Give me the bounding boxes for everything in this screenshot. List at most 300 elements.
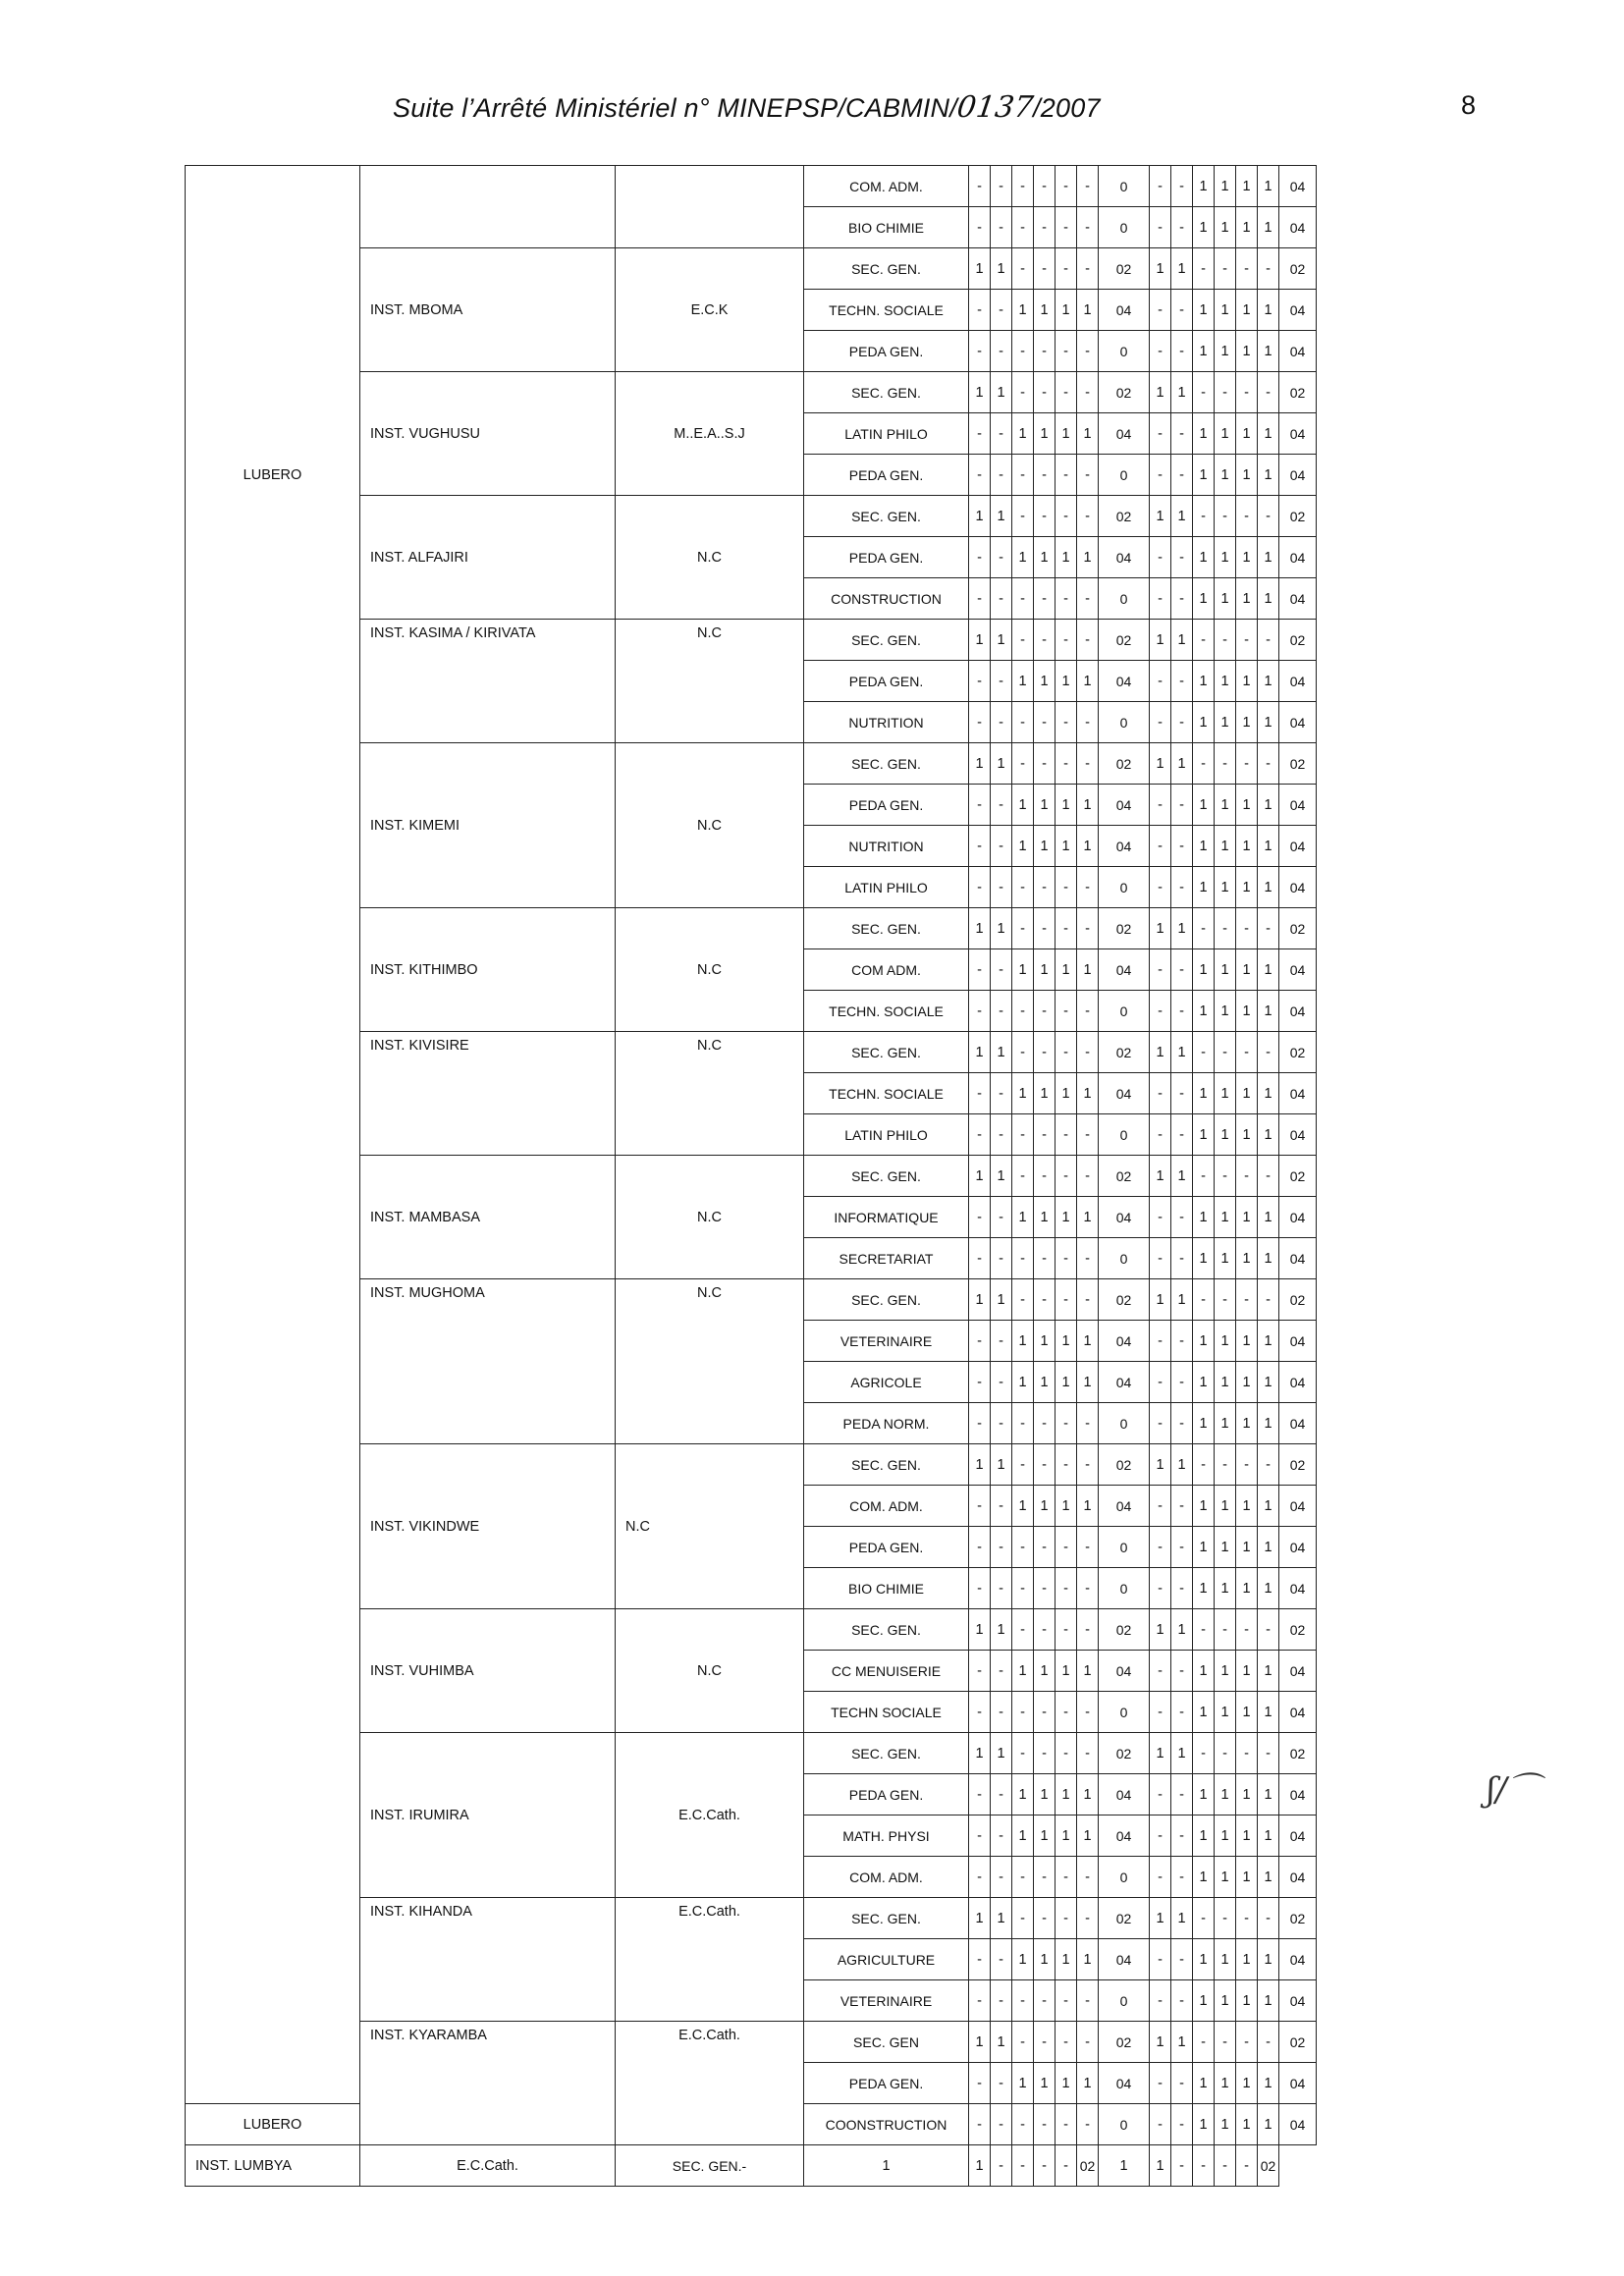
class-count-cell: 1 (804, 2145, 969, 2187)
class-count-cell: - (1012, 908, 1034, 949)
total-cell: 0 (1099, 702, 1150, 743)
class-count-cell: - (1258, 1032, 1279, 1073)
class-count-cell: 1 (1215, 949, 1236, 991)
class-count-cell: 1 (991, 372, 1012, 413)
class-count-cell: - (1012, 2145, 1034, 2187)
total-cell: 0 (1099, 1857, 1150, 1898)
class-count-cell: - (1012, 1032, 1034, 1073)
total-cell: 02 (1099, 496, 1150, 537)
section-cell: TECHN. SOCIALE (804, 290, 969, 331)
class-count-cell: 1 (1034, 1486, 1056, 1527)
school-name-cell: INST. MBOMA (360, 248, 616, 372)
class-count-cell: - (1193, 1733, 1215, 1774)
total-cell: 02 (1279, 2022, 1317, 2063)
section-cell: COM ADM. (804, 949, 969, 991)
total-cell: 04 (1099, 1815, 1150, 1857)
class-count-cell: - (1258, 620, 1279, 661)
class-count-cell: - (1077, 331, 1099, 372)
class-count-cell: 1 (1258, 867, 1279, 908)
class-count-cell: - (969, 331, 991, 372)
total-cell: 04 (1099, 1774, 1150, 1815)
class-count-cell: 1 (1077, 1362, 1099, 1403)
class-count-cell: 1 (1193, 1651, 1215, 1692)
class-count-cell: - (1012, 1156, 1034, 1197)
section-cell: SEC. GEN. (804, 620, 969, 661)
class-count-cell: 1 (1012, 1774, 1034, 1815)
class-count-cell: - (1056, 1032, 1077, 1073)
total-cell: 0 (1099, 455, 1150, 496)
class-count-cell: 1 (1012, 2063, 1034, 2104)
class-count-cell: 1 (1215, 991, 1236, 1032)
class-count-cell: 1 (1077, 537, 1099, 578)
class-count-cell: - (1077, 1279, 1099, 1321)
class-count-cell: 1 (1258, 578, 1279, 620)
class-count-cell: 1 (1215, 1114, 1236, 1156)
class-count-cell: 1 (1012, 1362, 1034, 1403)
class-count-cell: - (991, 1568, 1012, 1609)
class-count-cell: - (1150, 207, 1171, 248)
school-name-cell: INST. VIKINDWE (360, 1444, 616, 1609)
class-count-cell: 1 (991, 496, 1012, 537)
total-cell: 04 (1279, 1939, 1317, 1980)
section-cell: INFORMATIQUE (804, 1197, 969, 1238)
section-cell: CONSTRUCTION (804, 578, 969, 620)
class-count-cell: 1 (1150, 1444, 1171, 1486)
class-count-cell: 1 (1258, 1238, 1279, 1279)
class-count-cell: - (1171, 290, 1193, 331)
class-count-cell: 1 (991, 1156, 1012, 1197)
class-count-cell: 1 (1258, 1527, 1279, 1568)
total-cell: 0 (1099, 1238, 1150, 1279)
class-count-cell: 1 (969, 1609, 991, 1651)
total-cell: 02 (1279, 908, 1317, 949)
page-header (0, 90, 1624, 139)
class-count-cell: 1 (1056, 785, 1077, 826)
class-count-cell: 1 (1215, 1073, 1236, 1114)
class-count-cell: - (1077, 248, 1099, 290)
class-count-cell: - (1077, 1733, 1099, 1774)
total-cell: 02 (1099, 1156, 1150, 1197)
class-count-cell: - (1056, 1279, 1077, 1321)
class-count-cell: - (1012, 1898, 1034, 1939)
class-count-cell: - (991, 537, 1012, 578)
class-count-cell: 1 (1258, 455, 1279, 496)
class-count-cell: - (1171, 785, 1193, 826)
class-count-cell: - (969, 2063, 991, 2104)
total-cell: 02 (1099, 1279, 1150, 1321)
class-count-cell: - (1150, 2063, 1171, 2104)
class-count-cell: 1 (1236, 1980, 1258, 2022)
class-count-cell: 1 (1193, 207, 1215, 248)
class-count-cell: - (1215, 1156, 1236, 1197)
school-name-cell: INST. KIVISIRE (360, 1032, 616, 1156)
class-count-cell: - (1236, 2145, 1258, 2187)
class-count-cell: 1 (1236, 1774, 1258, 1815)
class-count-cell: - (1150, 1403, 1171, 1444)
class-count-cell: - (969, 207, 991, 248)
class-count-cell: - (969, 1651, 991, 1692)
class-count-cell: 1 (1236, 1815, 1258, 1857)
class-count-cell: - (1034, 1114, 1056, 1156)
class-count-cell: - (1056, 620, 1077, 661)
class-count-cell: 1 (1193, 1197, 1215, 1238)
school-regime-cell: E.C.K (616, 248, 804, 372)
class-count-cell: - (1012, 331, 1034, 372)
class-count-cell: 1 (1215, 1197, 1236, 1238)
class-count-cell: 1 (1258, 1651, 1279, 1692)
class-count-cell: 1 (1034, 290, 1056, 331)
class-count-cell: 1 (1012, 290, 1034, 331)
class-count-cell: - (1193, 2145, 1215, 2187)
class-count-cell: 1 (1034, 949, 1056, 991)
class-count-cell: - (1034, 1279, 1056, 1321)
class-count-cell: - (1150, 578, 1171, 620)
class-count-cell: - (1150, 1527, 1171, 1568)
class-count-cell: - (1215, 1444, 1236, 1486)
total-cell: 02 (1279, 1032, 1317, 1073)
class-count-cell: 1 (1056, 1651, 1077, 1692)
class-count-cell: 1 (1034, 1073, 1056, 1114)
class-count-cell: 1 (1193, 1362, 1215, 1403)
total-cell: 04 (1279, 991, 1317, 1032)
class-count-cell: 1 (1193, 2063, 1215, 2104)
section-cell: PEDA GEN. (804, 537, 969, 578)
school-regime-cell: E.C.Cath. (616, 2022, 804, 2145)
total-cell: 02 (1279, 1279, 1317, 1321)
total-cell: 0 (1099, 2104, 1150, 2145)
class-count-cell: - (1215, 620, 1236, 661)
class-count-cell: - (1056, 702, 1077, 743)
school-regime-cell: N.C (616, 1279, 804, 1444)
class-count-cell: 1 (1056, 1321, 1077, 1362)
class-count-cell: 1 (1236, 1073, 1258, 1114)
class-count-cell: - (1056, 908, 1077, 949)
class-count-cell: - (1193, 1156, 1215, 1197)
class-count-cell: 1 (1056, 290, 1077, 331)
class-count-cell: 1 (1215, 290, 1236, 331)
location-cell: LUBERO (186, 2104, 360, 2145)
class-count-cell: 1 (1258, 1403, 1279, 1444)
class-count-cell: - (1034, 331, 1056, 372)
class-count-cell: 1 (1258, 1980, 1279, 2022)
class-count-cell: 1 (1056, 826, 1077, 867)
class-count-cell: 1 (1171, 1609, 1193, 1651)
class-count-cell: 1 (969, 372, 991, 413)
class-count-cell: - (1193, 248, 1215, 290)
class-count-cell: 1 (1034, 2063, 1056, 2104)
class-count-cell: 1 (1258, 413, 1279, 455)
class-count-cell: 1 (1034, 1815, 1056, 1857)
table-body (186, 166, 1317, 2187)
class-count-cell: - (1034, 207, 1056, 248)
class-count-cell: - (1077, 1156, 1099, 1197)
class-count-cell: 1 (1215, 1815, 1236, 1857)
total-cell: 04 (1279, 1362, 1317, 1403)
class-count-cell: - (1012, 166, 1034, 207)
class-count-cell: - (1056, 1857, 1077, 1898)
class-count-cell: 1 (991, 1733, 1012, 1774)
class-count-cell: 1 (1193, 290, 1215, 331)
total-cell: 04 (1099, 290, 1150, 331)
class-count-cell: 1 (1077, 949, 1099, 991)
class-count-cell: 1 (1193, 826, 1215, 867)
page-number: 8 (1461, 90, 1477, 120)
class-count-cell: 1 (1236, 578, 1258, 620)
class-count-cell: - (1034, 1609, 1056, 1651)
class-count-cell: - (1171, 1362, 1193, 1403)
class-count-cell: 1 (991, 248, 1012, 290)
class-count-cell: - (1034, 496, 1056, 537)
class-count-cell: 1 (969, 1733, 991, 1774)
total-cell: 04 (1099, 661, 1150, 702)
class-count-cell: 1 (1077, 1651, 1099, 1692)
class-count-cell: 1 (1215, 1939, 1236, 1980)
total-cell: 04 (1279, 290, 1317, 331)
class-count-cell: - (969, 166, 991, 207)
section-cell: SEC. GEN. (804, 372, 969, 413)
class-count-cell: 1 (1193, 2104, 1215, 2145)
class-count-cell: - (969, 1692, 991, 1733)
total-cell: 04 (1279, 785, 1317, 826)
class-count-cell: - (1077, 2104, 1099, 2145)
class-count-cell: - (1150, 2104, 1171, 2145)
class-count-cell: 1 (1236, 867, 1258, 908)
class-count-cell: 1 (1236, 949, 1258, 991)
class-count-cell: 1 (1215, 2063, 1236, 2104)
class-count-cell: 1 (1236, 785, 1258, 826)
class-count-cell: 1 (1056, 661, 1077, 702)
class-count-cell: 1 (1034, 1651, 1056, 1692)
class-count-cell: - (1150, 1651, 1171, 1692)
class-count-cell: - (969, 413, 991, 455)
class-count-cell: - (969, 1197, 991, 1238)
class-count-cell: - (1236, 1444, 1258, 1486)
class-count-cell: 1 (1236, 1692, 1258, 1733)
class-count-cell: - (991, 455, 1012, 496)
class-count-cell: 1 (1236, 702, 1258, 743)
total-cell: 04 (1279, 949, 1317, 991)
class-count-cell: - (1034, 991, 1056, 1032)
class-count-cell: - (1034, 1898, 1056, 1939)
class-count-cell: 1 (1193, 1857, 1215, 1898)
school-regime-cell: N.C (616, 1156, 804, 1279)
class-count-cell: - (991, 1073, 1012, 1114)
class-count-cell: 1 (1077, 1197, 1099, 1238)
school-name-cell: INST. MUGHOMA (360, 1279, 616, 1444)
class-count-cell: - (991, 207, 1012, 248)
class-count-cell: 1 (1193, 331, 1215, 372)
total-cell: 04 (1279, 1238, 1317, 1279)
class-count-cell: 1 (1171, 2022, 1193, 2063)
class-count-cell: - (1012, 1238, 1034, 1279)
class-count-cell: 1 (1077, 1486, 1099, 1527)
total-cell: 04 (1279, 1774, 1317, 1815)
class-count-cell: 1 (1258, 1774, 1279, 1815)
class-count-cell: 1 (991, 1279, 1012, 1321)
class-count-cell: - (1171, 1114, 1193, 1156)
section-cell: BIO CHIMIE (804, 1568, 969, 1609)
total-cell: 04 (1279, 1568, 1317, 1609)
class-count-cell: 1 (1150, 2022, 1171, 2063)
class-count-cell: 1 (1236, 166, 1258, 207)
class-count-cell: - (1056, 372, 1077, 413)
total-cell: 04 (1279, 1197, 1317, 1238)
class-count-cell: - (1150, 1815, 1171, 1857)
total-cell: 0 (1099, 207, 1150, 248)
class-count-cell: 1 (1236, 1651, 1258, 1692)
class-count-cell: - (1193, 2022, 1215, 2063)
class-count-cell: - (969, 1527, 991, 1568)
class-count-cell: - (1056, 867, 1077, 908)
class-count-cell: 1 (1215, 1774, 1236, 1815)
class-count-cell: 1 (1236, 1403, 1258, 1444)
location-cell: LUBERO (186, 166, 360, 2104)
class-count-cell: - (1171, 661, 1193, 702)
class-count-cell: - (1012, 1568, 1034, 1609)
class-count-cell: - (991, 413, 1012, 455)
class-count-cell: - (969, 785, 991, 826)
school-regime-cell: N.C (616, 1609, 804, 1733)
class-count-cell: - (1034, 1733, 1056, 1774)
class-count-cell: - (1056, 1733, 1077, 1774)
class-count-cell: - (1171, 1197, 1193, 1238)
class-count-cell: 1 (969, 1898, 991, 1939)
class-count-cell: - (1215, 1898, 1236, 1939)
class-count-cell: 1 (1150, 1279, 1171, 1321)
class-count-cell: 1 (1012, 1815, 1034, 1857)
class-count-cell: - (1056, 1444, 1077, 1486)
class-count-cell: - (1034, 1156, 1056, 1197)
class-count-cell: - (1150, 413, 1171, 455)
class-count-cell: 1 (991, 1609, 1012, 1651)
class-count-cell: - (1056, 1527, 1077, 1568)
class-count-cell: 1 (1150, 248, 1171, 290)
class-count-cell: 1 (1012, 785, 1034, 826)
class-count-cell: - (1034, 702, 1056, 743)
class-count-cell: - (1012, 2022, 1034, 2063)
section-cell: LATIN PHILO (804, 413, 969, 455)
class-count-cell: - (969, 2104, 991, 2145)
total-cell: 0 (1099, 1403, 1150, 1444)
section-cell: SEC. GEN (804, 2022, 969, 2063)
class-count-cell: - (1258, 1156, 1279, 1197)
total-cell: 02 (1279, 1609, 1317, 1651)
school-name-cell: INST. LUMBYA (186, 2145, 360, 2187)
class-count-cell: - (1034, 248, 1056, 290)
class-count-cell: 1 (1215, 1857, 1236, 1898)
class-count-cell: - (1171, 1527, 1193, 1568)
class-count-cell: - (1034, 1527, 1056, 1568)
class-count-cell: - (1077, 1032, 1099, 1073)
class-count-cell: - (969, 1774, 991, 1815)
class-count-cell: - (991, 1197, 1012, 1238)
class-count-cell: - (1236, 372, 1258, 413)
class-count-cell: - (1258, 908, 1279, 949)
class-count-cell: - (1236, 620, 1258, 661)
class-count-cell: 1 (1150, 372, 1171, 413)
class-count-cell: 1 (1236, 1486, 1258, 1527)
class-count-cell: - (1012, 1692, 1034, 1733)
section-cell: SEC. GEN. (804, 1032, 969, 1073)
class-count-cell: - (1056, 1156, 1077, 1197)
class-count-cell: - (1150, 1321, 1171, 1362)
total-cell: 02 (1099, 372, 1150, 413)
class-count-cell: - (1056, 2022, 1077, 2063)
class-count-cell: 1 (1056, 1939, 1077, 1980)
class-count-cell: - (1056, 455, 1077, 496)
class-count-cell: - (969, 1238, 991, 1279)
class-count-cell: 1 (1150, 2145, 1171, 2187)
class-count-cell: 1 (969, 1156, 991, 1197)
class-count-cell: 1 (1215, 1980, 1236, 2022)
class-count-cell: 1 (991, 1898, 1012, 1939)
school-regime-cell: E.C.Cath. (360, 2145, 616, 2187)
section-cell: SEC. GEN.- (616, 2145, 804, 2187)
class-count-cell: 1 (1077, 826, 1099, 867)
school-name-cell: INST. KIHANDA (360, 1898, 616, 2022)
class-count-cell: - (1077, 1980, 1099, 2022)
total-cell: 04 (1279, 1073, 1317, 1114)
class-count-cell: - (1077, 702, 1099, 743)
school-regime-cell: N.C (616, 1444, 804, 1609)
section-cell: COM. ADM. (804, 1857, 969, 1898)
class-count-cell: - (1012, 1980, 1034, 2022)
section-cell: SEC. GEN. (804, 1156, 969, 1197)
class-count-cell: 1 (1150, 620, 1171, 661)
class-count-cell: 1 (1034, 537, 1056, 578)
class-count-cell: 1 (1012, 949, 1034, 991)
class-count-cell: - (1012, 578, 1034, 620)
class-count-cell: - (1171, 2145, 1193, 2187)
class-count-cell: - (1171, 1651, 1193, 1692)
class-count-cell: - (1077, 1692, 1099, 1733)
total-cell: 04 (1279, 1527, 1317, 1568)
total-cell: 04 (1099, 949, 1150, 991)
total-cell: 02 (1279, 248, 1317, 290)
total-cell: 04 (1279, 1486, 1317, 1527)
class-count-cell: - (969, 661, 991, 702)
total-cell: 04 (1099, 2063, 1150, 2104)
table-row (186, 2145, 1317, 2187)
class-count-cell: 1 (1056, 1073, 1077, 1114)
handwritten-initials-mark: ʃ∕⌒ (1487, 1770, 1541, 1810)
class-count-cell: - (1077, 1403, 1099, 1444)
class-count-cell: - (1215, 248, 1236, 290)
total-cell: 02 (1077, 2145, 1099, 2187)
class-count-cell: - (1056, 1609, 1077, 1651)
class-count-cell: 1 (1236, 455, 1258, 496)
class-count-cell: - (1258, 1733, 1279, 1774)
class-count-cell: 1 (1171, 908, 1193, 949)
section-cell: BIO CHIMIE (804, 207, 969, 248)
class-count-cell: 1 (1193, 991, 1215, 1032)
class-count-cell: - (1215, 1279, 1236, 1321)
class-count-cell: - (1150, 702, 1171, 743)
class-count-cell: - (1236, 743, 1258, 785)
class-count-cell: - (1056, 1692, 1077, 1733)
total-cell: 02 (1099, 1032, 1150, 1073)
class-count-cell: 1 (1215, 661, 1236, 702)
class-count-cell: 1 (1171, 620, 1193, 661)
decree-prefix: Suite l’Arrêté Ministériel n° MINEPSP/CABMIN/ (393, 93, 957, 123)
class-count-cell: 1 (1215, 413, 1236, 455)
class-count-cell: - (991, 1238, 1012, 1279)
school-name-cell: INST. KYARAMBA (360, 2022, 616, 2145)
class-count-cell: - (1171, 1486, 1193, 1527)
total-cell: 02 (1099, 1609, 1150, 1651)
class-count-cell: 1 (1236, 661, 1258, 702)
total-cell: 04 (1279, 578, 1317, 620)
